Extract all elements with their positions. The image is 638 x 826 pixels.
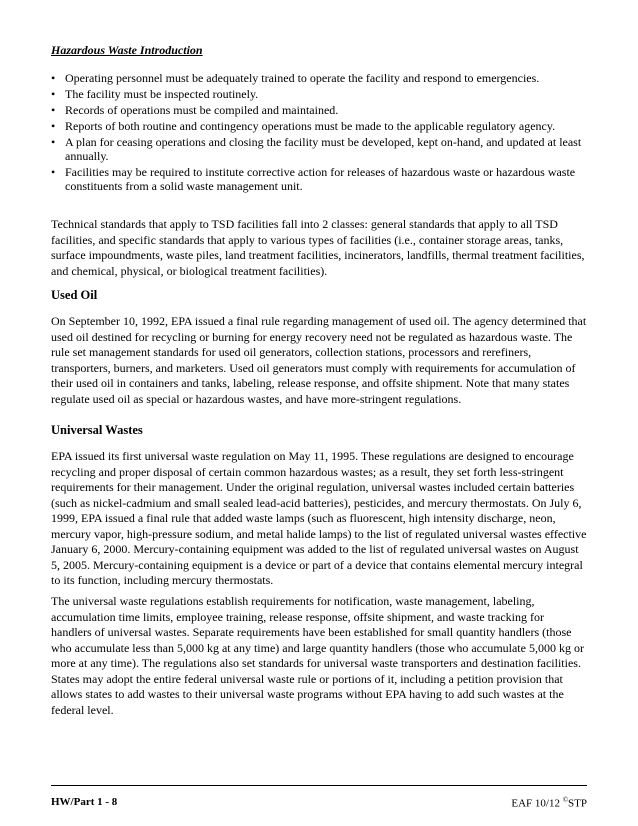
list-item: • Operating personnel must be adequately trained to operate the facility and respond to emergencies.: [51, 71, 540, 85]
list-item: • Reports of both routine and contingency operations must be made to the applicable regulatory agency.: [51, 119, 556, 133]
footer-edition: EAF 10/12 ©STP: [511, 796, 587, 810]
page-number: HW/Part 1 - 8: [51, 796, 118, 808]
bullet-icon: •: [51, 103, 56, 117]
universal-wastes-paragraph-2: The universal waste regulations establish requirements for notification, waste management, labeling, accumulation time limits, employee training, release response, offsite shipment, and waste tracking for handlers of universal wastes. Separate requirements have been established for small quantity handlers (those who accumulate less than 5,000 kg at any time) and large quantity handlers (those who accumulate 5,000 kg or more at any time). The regulations also set standards for universal waste transporters and destination facilities. States may adopt the entire federal universal waste rule or portions of it, including a petition provision that allows states to add wastes to their universal waste programs without EPA having to add such wastes at the federal level.: [51, 594, 584, 717]
tsd-paragraph: Technical standards that apply to TSD facilities fall into 2 classes: general standards that apply to all TSD facilities, and specific standards that apply to various types of facilities (i.e., container storage areas, tanks, surface impoundments, waste piles, land treatment facilities, incinerators, landfills, thermal treatment facilities, and chemical, physical, or biological treatment facilities).: [51, 217, 585, 278]
list-item: • The facility must be inspected routinely.: [51, 87, 259, 101]
bullet-icon: •: [51, 135, 56, 149]
footer-divider: [51, 785, 587, 786]
bullet-icon: •: [51, 165, 56, 179]
list-item: • A plan for ceasing operations and closing the facility must be developed, kept on-hand, and updated at least annually.: [51, 135, 582, 163]
section-title: Hazardous Waste Introduction: [51, 43, 203, 57]
used-oil-heading: Used Oil: [51, 288, 98, 302]
requirements-list: [51, 71, 587, 195]
universal-wastes-paragraph-1: EPA issued its first universal waste regulation on May 11, 1995. These regulations are designed to encourage recycling and proper disposal of certain common hazardous wastes; as a result, they set forth less-stringent requirements for their management. Under the original regulation, universal wastes included certain batteries (such as nickel-cadmium and small sealed lead-acid batteries), pesticides, and mercury thermostats. On July 6, 1999, EPA issued a final rule that added waste lamps (such as fluorescent, high intensity discharge, neon, mercury vapor, high-pressure sodium, and metal halide lamps) to the list of regulated universal wastes effective January 6, 2000. Mercury-containing equipment was added to the list of regulated universal wastes on August 5, 2005. Mercury-containing equipment is a device or part of a device that contains elemental mercury integral to its function, including mercury thermostats.: [51, 449, 587, 587]
used-oil-paragraph: On September 10, 1992, EPA issued a final rule regarding management of used oil. The agency determined that used oil destined for recycling or burning for energy recovery need not be regulated as hazardous waste. The rule set management standards for used oil generators, collection stations, processors and rerefiners, transporters, burners, and marketers. Used oil generators must comply with requirements for accumulation of their used oil in containers and tanks, labeling, release response, and offsite shipment. Note that many states regulate used oil as special or hazardous wastes, and have more-stringent regulations.: [51, 314, 587, 406]
bullet-icon: •: [51, 71, 56, 85]
universal-wastes-heading: Universal Wastes: [51, 423, 143, 437]
bullet-icon: •: [51, 119, 56, 133]
bullet-icon: •: [51, 87, 56, 101]
list-item: • Records of operations must be compiled and maintained.: [51, 103, 339, 117]
list-item: • Facilities may be required to institute corrective action for releases of hazardous waste or hazardous waste constituents from a solid waste management unit.: [51, 165, 576, 193]
